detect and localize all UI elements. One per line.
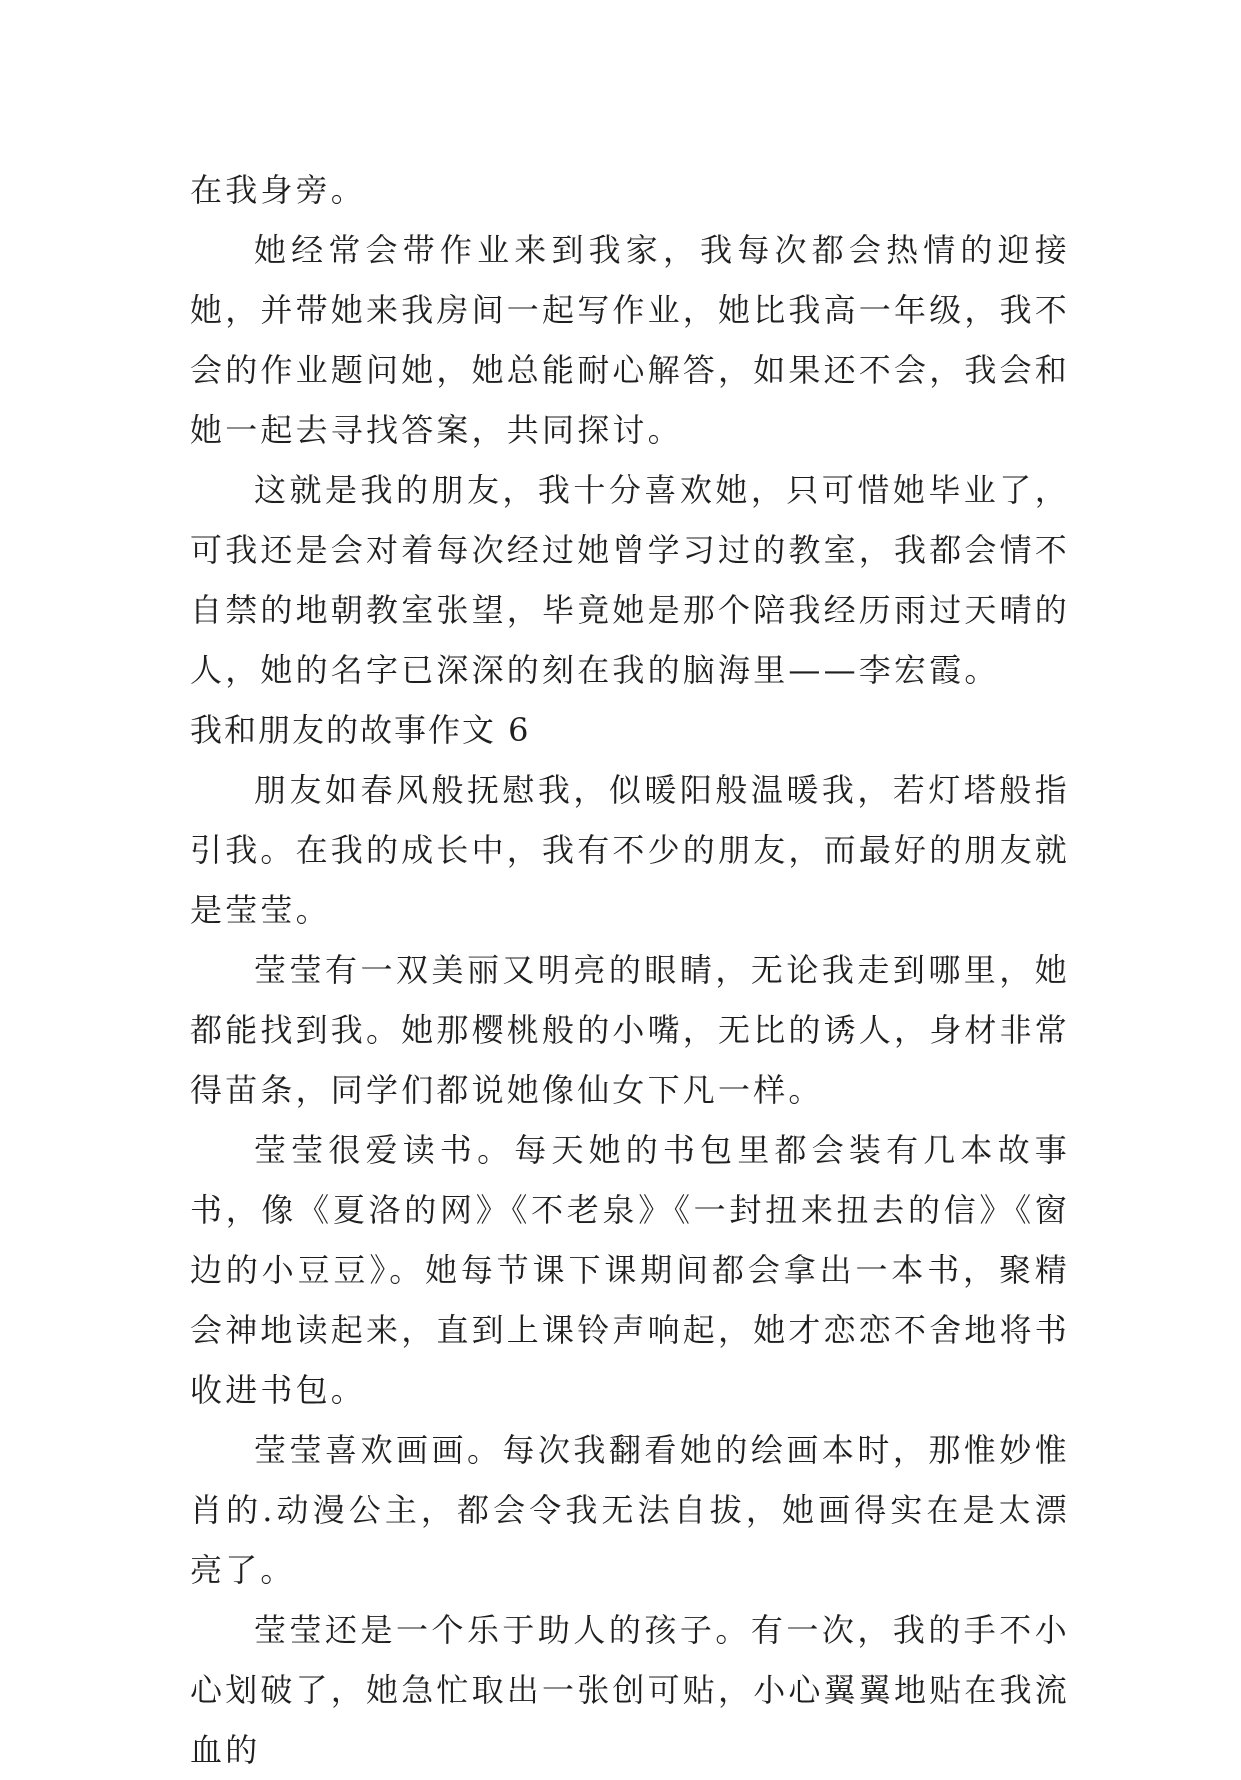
paragraph: 莹莹有一双美丽又明亮的眼睛，无论我走到哪里，她都能找到我。她那樱桃般的小嘴，无比的诱人，身材非常得苗条，同学们都说她像仙女下凡一样。 xyxy=(190,951,1071,1109)
paragraph: 莹莹还是一个乐于助人的孩子。有一次，我的手不小心划破了，她急忙取出一张创可贴，小心翼翼地贴在我流血的 xyxy=(190,1611,1071,1769)
paragraph: 莹莹喜欢画画。每次我翻看她的绘画本时，那惟妙惟肖的.动漫公主，都会令我无法自拔，她画得实在是太漂亮了。 xyxy=(190,1431,1070,1589)
paragraph: 莹莹很爱读书。每天她的书包里都会装有几本故事书，像《夏洛的网》《不老泉》《一封扭来扭去的信》《窗边的小豆豆》。她每节课下课期间都会拿出一本书，聚精会神地读起来，直到上课铃声响起，她才恋恋不舍地将书收进书包。 xyxy=(190,1131,1071,1409)
paragraph-continuation: 在我身旁。 xyxy=(190,171,367,209)
essay-heading: 我和朋友的故事作文 6 xyxy=(190,711,531,749)
paragraph: 她经常会带作业来到我家，我每次都会热情的迎接她，并带她来我房间一起写作业，她比我高一年级，我不会的作业题问她，她总能耐心解答，如果还不会，我会和她一起去寻找答案，共同探讨。 xyxy=(190,231,1071,449)
paragraph: 这就是我的朋友，我十分喜欢她，只可惜她毕业了，可我还是会对着每次经过她曾学习过的教室，我都会情不自禁的地朝教室张望，毕竟她是那个陪我经历雨过天晴的人，她的名字已深深的刻在我的脑海里——李宏霞。 xyxy=(190,471,1071,689)
paragraph: 朋友如春风般抚慰我，似暖阳般温暖我，若灯塔般指引我。在我的成长中，我有不少的朋友，而最好的朋友就是莹莹。 xyxy=(190,771,1071,929)
essay-text xyxy=(190,160,1070,1780)
